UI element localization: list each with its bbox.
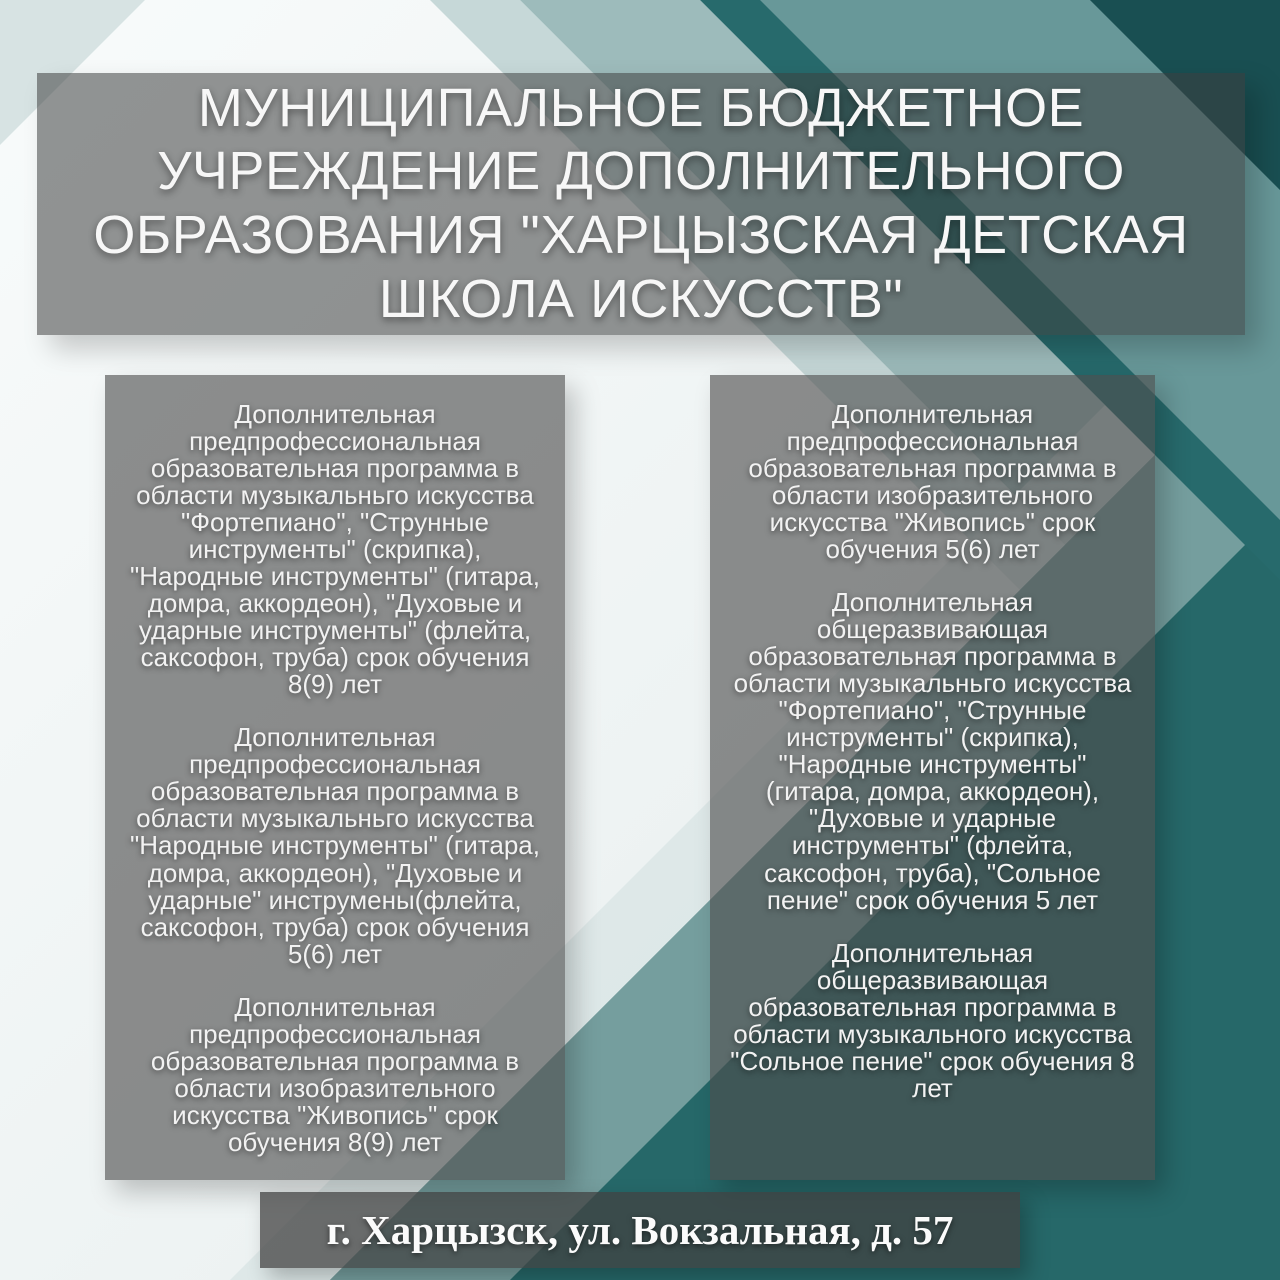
programs-card-right bbox=[710, 375, 1155, 1180]
organization-title: МУНИЦИПАЛЬНОЕ БЮДЖЕТНОЕ УЧРЕЖДЕНИЕ ДОПОЛНИТЕЛЬНОГО ОБРАЗОВАНИЯ "ХАРЦЫЗСКАЯ ДЕТСКАЯ ШКОЛА ИСКУССТВ" bbox=[93, 77, 1189, 329]
programs-card-left bbox=[105, 375, 565, 1180]
program-item: Дополнительная предпрофессиональная образовательная программа в области изобразительного искусства "Живопись" срок обучения 5(6) лет bbox=[748, 399, 1117, 565]
footer-address-bar bbox=[260, 1192, 1020, 1268]
program-item: Дополнительная предпрофессиональная образовательная программа в области музыкальньго искусства "Фортепиано", "Струнные инструменты" (скрипка), "Народные инструменты" (гитара, домра, аккордеон), "Духовые и ударные инструменты" (флейта, саксофон, труба) срок обучения 8(9) лет bbox=[129, 399, 540, 700]
program-item: Дополнительная предпрофессиональная образовательная программа в области музыкальньго искусства "Народные инструменты" (гитара, домра, аккордеон), "Духовые и ударные" инструмены(флейта, саксофон, труба) срок обучения 5(6) лет bbox=[129, 722, 540, 969]
footer-address: г. Харцызск, ул. Вокзальная, д. 57 bbox=[326, 1207, 954, 1253]
header-panel bbox=[37, 73, 1245, 335]
program-item: Дополнительная предпрофессиональная образовательная программа в области изобразительного искусства "Живопись" срок обучения 8(9) лет bbox=[150, 991, 520, 1157]
program-item: Дополнительная общеразвивающая образовательная программа в области музыкальньго искусства "Фортепиано", "Струнные инструменты" (скрипка), "Народные инструменты" (гитара, домра, аккордеон), "Духовые и ударные инструменты" (флейта, саксофон, труба), "Сольное пение" срок обучения 5 лет bbox=[733, 587, 1132, 915]
program-item: Дополнительная общеразвивающая образовательная программа в области музыкального искусства "Сольное пение" срок обучения 8 лет bbox=[730, 937, 1135, 1103]
